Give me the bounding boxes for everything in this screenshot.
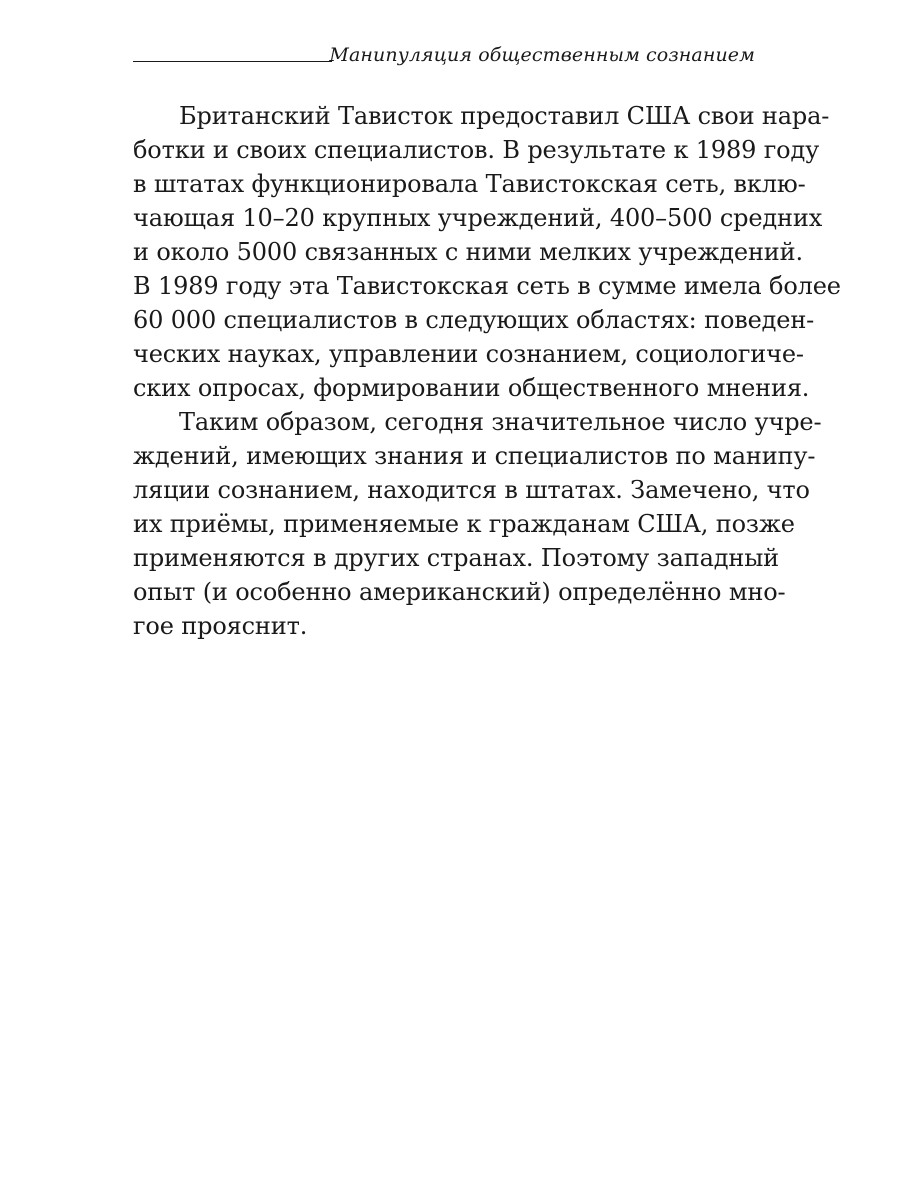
paragraph-2-line-3: ляции сознанием, находится в штатах. Замечено, что bbox=[133, 476, 810, 504]
paragraph-2-line-4: их приёмы, применяемые к гражданам США, позже bbox=[133, 510, 795, 538]
paragraph-2-line-6: опыт (и особенно американский) определённо мно- bbox=[133, 578, 786, 606]
paragraph-1-line-1: Британский Тависток предоставил США свои нара- bbox=[179, 102, 830, 130]
paragraph-2-line-1: Таким образом, сегодня значительное число учре- bbox=[179, 408, 822, 436]
header-rule bbox=[133, 61, 332, 62]
paragraph-1-line-8: ческих науках, управлении сознанием, социологиче- bbox=[133, 340, 804, 368]
paragraph-1-line-9: ских опросах, формировании общественного мнения. bbox=[133, 374, 810, 402]
paragraph-1-line-7: 60 000 специалистов в следующих областях: поведен- bbox=[133, 306, 815, 334]
paragraph-2-line-2: ждений, имеющих знания и специалистов по манипу- bbox=[133, 442, 816, 470]
paragraph-2-line-7: гое прояснит. bbox=[133, 612, 308, 640]
running-title: Манипуляция общественным сознанием bbox=[329, 44, 755, 66]
paragraph-1-line-5: и около 5000 связанных с ними мелких учреждений. bbox=[133, 238, 803, 266]
running-header bbox=[133, 40, 755, 80]
paragraph-1-line-2: ботки и своих специалистов. В результате к 1989 году bbox=[133, 136, 820, 164]
paragraph-1-line-4: чающая 10–20 крупных учреждений, 400–500 средних bbox=[133, 204, 823, 232]
paragraph-2-line-5: применяются в других странах. Поэтому западный bbox=[133, 544, 780, 572]
paragraph-1-line-6: В 1989 году эта Тавистокская сеть в сумме имела более bbox=[133, 272, 841, 300]
paragraph-1-line-3: в штатах функционировала Тавистокская сеть, вклю- bbox=[133, 170, 806, 198]
body-text bbox=[133, 99, 841, 643]
